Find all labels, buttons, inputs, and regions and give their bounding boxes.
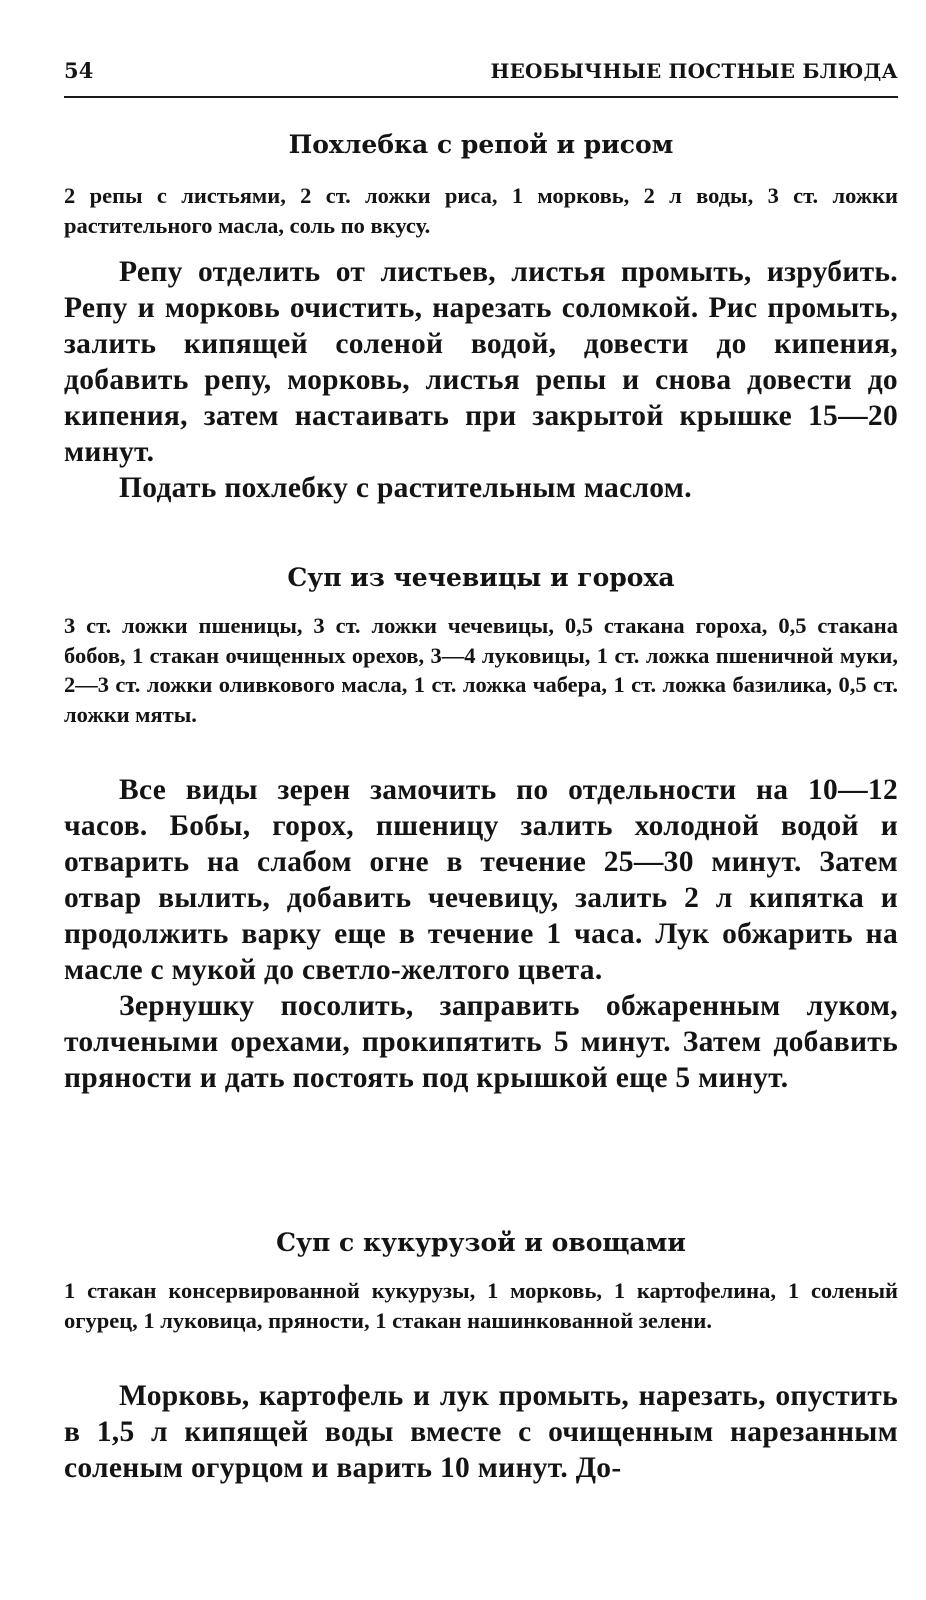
method-paragraph: Все виды зерен замочить по отдельности на 10—12 часов. Бобы, горох, пшеницу залить холодной водой и отварить на слабом огне в течение 25—30 минут. Затем отвар вылить, добавить чечевицу, залить 2 л кипятка и продолжить варку еще в течение 1 часа. Лук обжарить на масле с мукой до светло-желтого цвета.	[64, 774, 898, 986]
recipe-ingredients: 2 репы с листьями, 2 ст. ложки риса, 1 морковь, 2 л воды, 3 ст. ложки растительного масла, соль по вкусу.	[64, 183, 898, 238]
recipe-method	[64, 1378, 898, 1486]
page-number: 54	[64, 58, 94, 83]
recipe-title: Похлебка с репой и рисом	[288, 130, 674, 159]
recipe-title: Суп с кукурузой и овощами	[276, 1228, 686, 1257]
method-paragraph: Подать похлебку с растительным маслом.	[119, 472, 692, 504]
running-title: НЕОБЫЧНЫЕ ПОСТНЫЕ БЛЮДА	[490, 59, 898, 83]
recipe-method	[64, 772, 898, 1096]
book-page	[64, 58, 898, 1484]
recipe-ingredients: 1 стакан консервированной кукурузы, 1 морковь, 1 картофелина, 1 соленый огурец, 1 луковица, пряности, 1 стакан нашинкованной зелени.	[64, 1278, 898, 1333]
recipe-title: Суп из чечевицы и гороха	[287, 563, 675, 592]
recipe-method	[64, 254, 898, 506]
method-paragraph: Зернушку посолить, заправить обжаренным луком, толчеными орехами, прокипятить 5 минут. Затем добавить пряности и дать постоять под крышкой еще 5 минут.	[64, 990, 898, 1094]
method-paragraph: Репу отделить от листьев, листья промыть, изрубить. Репу и морковь очистить, нарезать соломкой. Рис промыть, залить кипящей соленой водой, довести до кипения, добавить репу, морковь, листья репы и снова довести до кипения, затем настаивать при закрытой крышке 15—20 минут.	[64, 256, 898, 468]
running-header	[64, 58, 898, 98]
method-paragraph: Морковь, картофель и лук промыть, нарезать, опустить в 1,5 л кипящей воды вместе с очищенным нарезанным соленым огурцом и варить 10 минут. До-	[64, 1380, 898, 1484]
recipe-ingredients: 3 ст. ложки пшеницы, 3 ст. ложки чечевицы, 0,5 стакана гороха, 0,5 стакана бобов, 1 стакан очищенных орехов, 3—4 луковицы, 1 ст. ложка пшеничной муки, 2—3 ст. ложки оливкового масла, 1 ст. ложка чабера, 1 ст. ложка базилика, 0,5 ст. ложки мяты.	[64, 613, 898, 727]
